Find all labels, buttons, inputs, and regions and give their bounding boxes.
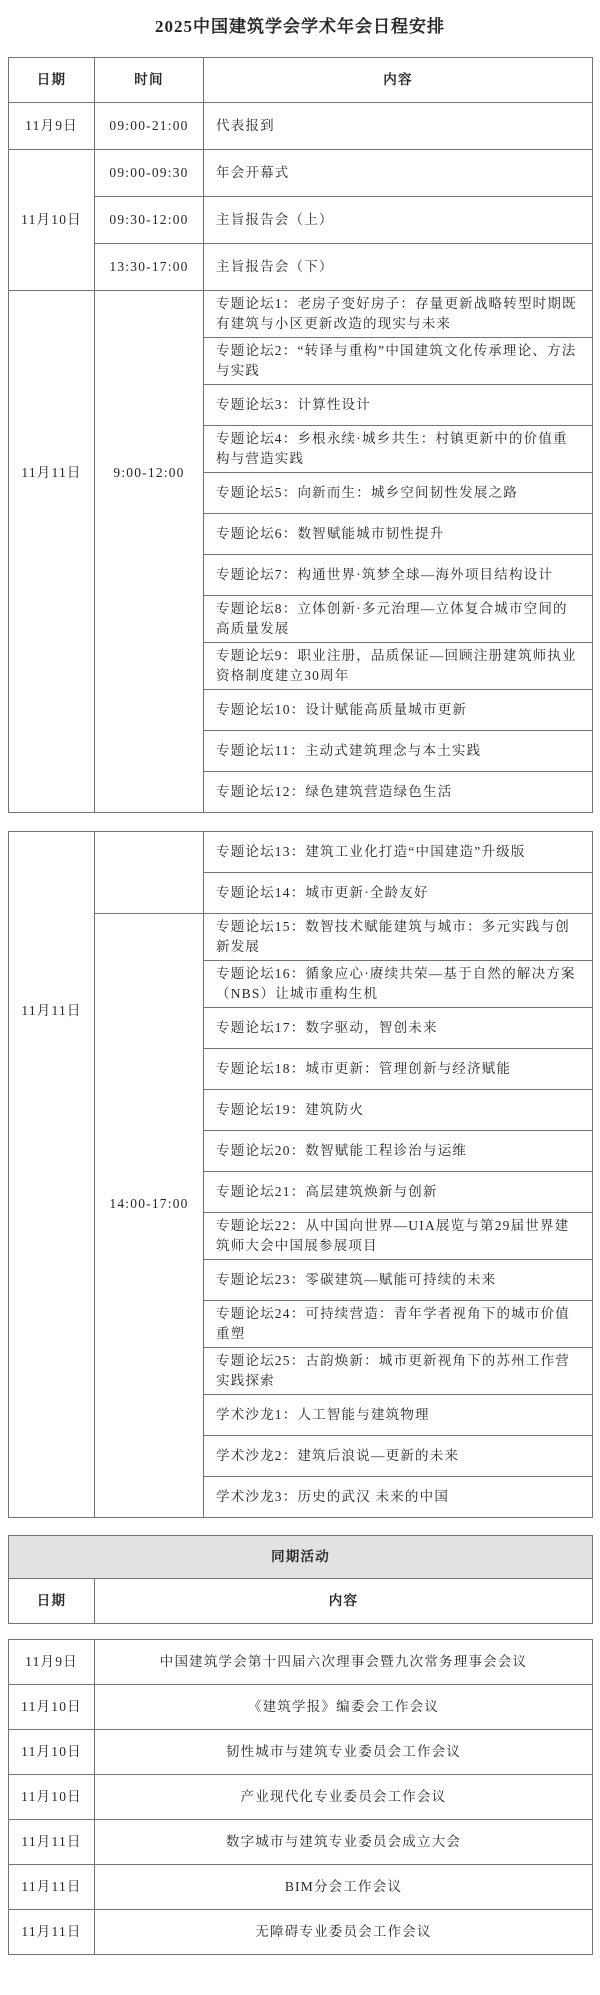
date-cell: 11月10日 bbox=[9, 1685, 95, 1730]
date-cell: 11月11日 bbox=[9, 1820, 95, 1865]
content-cell: 学术沙龙1：人工智能与建筑物理 bbox=[204, 1395, 593, 1436]
time-cell: 13:30-17:00 bbox=[95, 244, 204, 291]
table-row bbox=[9, 244, 593, 291]
content-cell: 中国建筑学会第十四届六次理事会暨九次常务理事会会议 bbox=[95, 1640, 593, 1685]
date-cell: 11月10日 bbox=[9, 1775, 95, 1820]
table-row bbox=[9, 1910, 593, 1955]
content-cell: 专题论坛7：构通世界·筑梦全球—海外项目结构设计 bbox=[204, 555, 593, 596]
content-cell: 年会开幕式 bbox=[204, 150, 593, 197]
time-cell: 9:00-12:00 bbox=[95, 291, 204, 813]
time-cell: 14:00-17:00 bbox=[95, 914, 204, 1518]
content-cell: 专题论坛6：数智赋能城市韧性提升 bbox=[204, 514, 593, 555]
col-header-date: 日期 bbox=[9, 1579, 95, 1624]
content-cell: 专题论坛23：零碳建筑—赋能可持续的未来 bbox=[204, 1260, 593, 1301]
content-cell: 专题论坛11：主动式建筑理念与本土实践 bbox=[204, 731, 593, 772]
side-events-header-table bbox=[8, 1535, 593, 1624]
col-header-time: 时间 bbox=[95, 58, 204, 103]
content-cell: 《建筑学报》编委会工作会议 bbox=[95, 1685, 593, 1730]
content-cell: 专题论坛9：职业注册，品质保证—回顾注册建筑师执业资格制度建立30周年 bbox=[204, 643, 593, 690]
header-row bbox=[9, 58, 593, 103]
time-cell: 09:00-21:00 bbox=[95, 103, 204, 150]
col-header-content: 内容 bbox=[95, 1579, 593, 1624]
content-cell: 专题论坛20：数智赋能工程诊治与运维 bbox=[204, 1131, 593, 1172]
content-cell: 学术沙龙3：历史的武汉 未来的中国 bbox=[204, 1477, 593, 1518]
section-title-row bbox=[9, 1536, 593, 1579]
date-cell: 11月10日 bbox=[9, 1730, 95, 1775]
content-cell: 专题论坛12：绿色建筑营造绿色生活 bbox=[204, 772, 593, 813]
content-cell: 无障碍专业委员会工作会议 bbox=[95, 1910, 593, 1955]
table-row bbox=[9, 1730, 593, 1775]
content-cell: 专题论坛16：循象应心·赓续共荣—基于自然的解决方案（NBS）让城市重构生机 bbox=[204, 961, 593, 1008]
content-cell: 专题论坛5：向新而生：城乡空间韧性发展之路 bbox=[204, 473, 593, 514]
content-cell: 专题论坛18：城市更新：管理创新与经济赋能 bbox=[204, 1049, 593, 1090]
content-cell: 专题论坛3：计算性设计 bbox=[204, 385, 593, 426]
content-cell: 主旨报告会（上） bbox=[204, 197, 593, 244]
page-title: 2025中国建筑学会学术年会日程安排 bbox=[155, 17, 445, 36]
afternoon-schedule-table bbox=[8, 831, 593, 1518]
table-row bbox=[9, 1820, 593, 1865]
content-cell: 专题论坛1：老房子变好房子：存量更新战略转型时期既有建筑与小区更新改造的现实与未来 bbox=[204, 291, 593, 338]
table-row bbox=[9, 197, 593, 244]
content-cell: 专题论坛19：建筑防火 bbox=[204, 1090, 593, 1131]
table-row bbox=[9, 291, 593, 338]
content-cell: 专题论坛10：设计赋能高质量城市更新 bbox=[204, 690, 593, 731]
date-cell: 11月11日 bbox=[9, 832, 95, 1518]
content-cell: 专题论坛15：数智技术赋能建筑与城市：多元实践与创新发展 bbox=[204, 914, 593, 961]
content-cell: 专题论坛13：建筑工业化打造“中国建造”升级版 bbox=[204, 832, 593, 873]
content-cell: 代表报到 bbox=[204, 103, 593, 150]
content-cell: 专题论坛24：可持续营造：青年学者视角下的城市价值重塑 bbox=[204, 1301, 593, 1348]
content-cell: 专题论坛4：乡根永续·城乡共生：村镇更新中的价值重构与营造实践 bbox=[204, 426, 593, 473]
side-events-title: 同期活动 bbox=[9, 1536, 593, 1579]
time-cell: 09:30-12:00 bbox=[95, 197, 204, 244]
content-cell: 学术沙龙2：建筑后浪说—更新的未来 bbox=[204, 1436, 593, 1477]
content-cell: 数字城市与建筑专业委员会成立大会 bbox=[95, 1820, 593, 1865]
content-cell: 产业现代化专业委员会工作会议 bbox=[95, 1775, 593, 1820]
table-row bbox=[9, 150, 593, 197]
schedule-document bbox=[0, 12, 600, 1955]
content-cell: 专题论坛8：立体创新·多元治理—立体复合城市空间的高质量发展 bbox=[204, 596, 593, 643]
main-schedule-table bbox=[8, 57, 593, 813]
table-row bbox=[9, 914, 593, 961]
date-cell: 11月10日 bbox=[9, 150, 95, 291]
date-cell: 11月9日 bbox=[9, 1640, 95, 1685]
content-cell: 韧性城市与建筑专业委员会工作会议 bbox=[95, 1730, 593, 1775]
content-cell: 专题论坛14：城市更新·全龄友好 bbox=[204, 873, 593, 914]
time-cell: 09:00-09:30 bbox=[95, 150, 204, 197]
content-cell: 专题论坛2：“转译与重构”中国建筑文化传承理论、方法与实践 bbox=[204, 338, 593, 385]
content-cell: 专题论坛25：古韵焕新：城市更新视角下的苏州工作营实践探索 bbox=[204, 1348, 593, 1395]
table-row bbox=[9, 1640, 593, 1685]
content-cell: 专题论坛21：高层建筑焕新与创新 bbox=[204, 1172, 593, 1213]
date-cell: 11月11日 bbox=[9, 1865, 95, 1910]
time-cell-empty bbox=[95, 832, 204, 914]
table-row bbox=[9, 1685, 593, 1730]
col-header-content: 内容 bbox=[204, 58, 593, 103]
col-header-date: 日期 bbox=[9, 58, 95, 103]
date-cell: 11月11日 bbox=[9, 1910, 95, 1955]
content-cell: 专题论坛22：从中国向世界—UIA展览与第29届世界建筑师大会中国展参展项目 bbox=[204, 1213, 593, 1260]
content-cell: 主旨报告会（下） bbox=[204, 244, 593, 291]
table-row bbox=[9, 832, 593, 873]
date-cell: 11月11日 bbox=[9, 291, 95, 813]
content-cell: BIM分会工作会议 bbox=[95, 1865, 593, 1910]
table-row bbox=[9, 1865, 593, 1910]
table-row bbox=[9, 1775, 593, 1820]
content-cell: 专题论坛17：数字驱动，智创未来 bbox=[204, 1008, 593, 1049]
header-row bbox=[9, 1579, 593, 1624]
side-events-table bbox=[8, 1639, 593, 1955]
table-row bbox=[9, 103, 593, 150]
date-cell: 11月9日 bbox=[9, 103, 95, 150]
